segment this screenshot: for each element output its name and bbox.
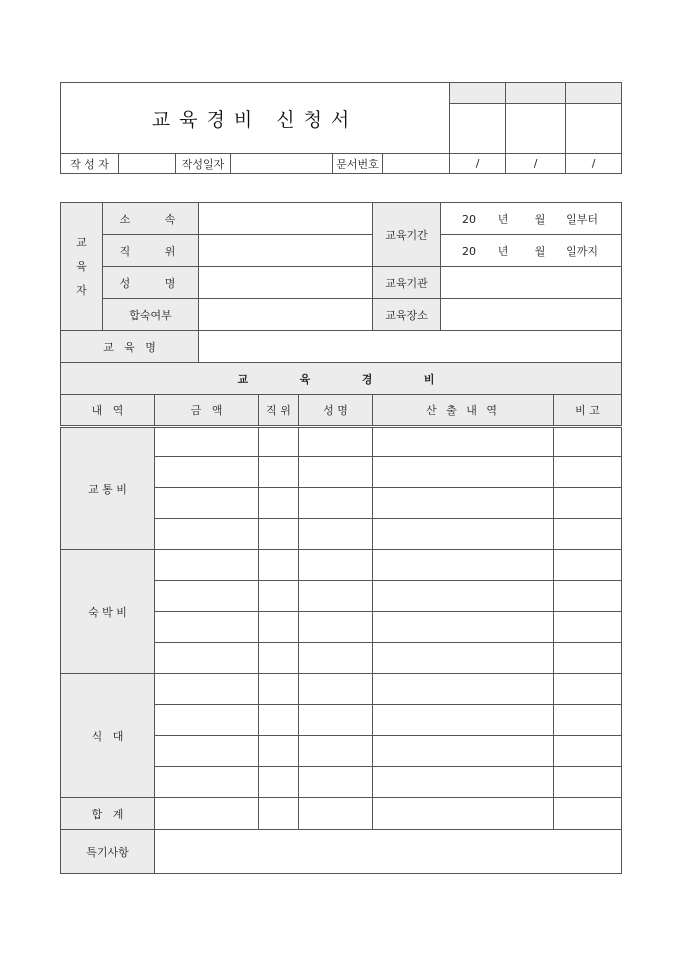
amount-cell[interactable] [155, 736, 259, 767]
approval-sign-1[interactable] [450, 104, 506, 154]
docno-label: 문서번호 [333, 154, 383, 174]
remarks-cell[interactable] [554, 488, 622, 519]
approval-header-3 [566, 83, 622, 104]
name-cell[interactable] [299, 519, 373, 550]
amount-cell[interactable] [155, 705, 259, 736]
document-title: 교육경비 신청서 [151, 108, 359, 131]
name-cell[interactable] [299, 612, 373, 643]
expenses-section-title: 교 육 경 비 [61, 363, 622, 395]
docno-field[interactable] [383, 154, 450, 174]
remarks-cell[interactable] [554, 427, 622, 457]
name-cell[interactable] [299, 674, 373, 705]
remarks-cell[interactable] [554, 519, 622, 550]
period-to[interactable] [441, 235, 622, 267]
name-cell[interactable] [299, 488, 373, 519]
author-field[interactable] [119, 154, 176, 174]
date-label: 작성일자 [176, 154, 231, 174]
calc-cell[interactable] [373, 736, 554, 767]
period-to-year: 20 [462, 244, 477, 258]
col-header-calc: 산 출 내 역 [373, 395, 554, 427]
amount-cell[interactable] [155, 519, 259, 550]
main-form-table [60, 202, 622, 874]
remarks-cell[interactable] [554, 767, 622, 798]
position-cell[interactable] [259, 767, 299, 798]
name-cell[interactable] [299, 427, 373, 457]
calc-cell[interactable] [373, 767, 554, 798]
period-label: 교육기간 [373, 203, 441, 267]
approval-sign-3[interactable] [566, 104, 622, 154]
approval-sign-2[interactable] [506, 104, 566, 154]
amount-cell[interactable] [155, 457, 259, 488]
col-header-remarks: 비 고 [554, 395, 622, 427]
amount-cell[interactable] [155, 767, 259, 798]
amount-cell[interactable] [155, 643, 259, 674]
remarks-cell[interactable] [554, 674, 622, 705]
amount-cell[interactable] [155, 550, 259, 581]
name-cell[interactable] [299, 767, 373, 798]
remarks-cell[interactable] [554, 581, 622, 612]
position-cell[interactable] [259, 674, 299, 705]
calc-cell[interactable] [373, 581, 554, 612]
applicant-group-char: 육 [76, 260, 87, 273]
category-lodging: 숙 박 비 [61, 550, 155, 674]
position-cell[interactable] [259, 643, 299, 674]
calc-cell[interactable] [373, 457, 554, 488]
total-position[interactable] [259, 798, 299, 830]
position-cell[interactable] [259, 705, 299, 736]
calc-cell[interactable] [373, 427, 554, 457]
approval-date-3[interactable]: / [566, 154, 622, 174]
position-cell[interactable] [259, 457, 299, 488]
total-calc[interactable] [373, 798, 554, 830]
remarks-cell[interactable] [554, 643, 622, 674]
approval-header-2 [506, 83, 566, 104]
calc-cell[interactable] [373, 705, 554, 736]
position-cell[interactable] [259, 581, 299, 612]
remarks-cell[interactable] [554, 736, 622, 767]
calc-cell[interactable] [373, 550, 554, 581]
col-header-amount: 금 액 [155, 395, 259, 427]
applicant-group-char: 자 [76, 284, 87, 297]
period-from[interactable] [441, 203, 622, 235]
remarks-label: 특기사항 [61, 830, 155, 874]
place-label: 교육장소 [373, 299, 441, 331]
calc-cell[interactable] [373, 612, 554, 643]
category-transport: 교 통 비 [61, 427, 155, 550]
calc-cell[interactable] [373, 519, 554, 550]
col-header-name: 성 명 [299, 395, 373, 427]
affiliation-label: 소 속 [103, 203, 199, 235]
name-cell[interactable] [299, 457, 373, 488]
name-cell[interactable] [299, 581, 373, 612]
name-cell[interactable] [299, 550, 373, 581]
position-cell[interactable] [259, 488, 299, 519]
calc-cell[interactable] [373, 488, 554, 519]
applicant-group-char: 교 [76, 236, 87, 249]
total-amount[interactable] [155, 798, 259, 830]
place-field[interactable] [441, 299, 622, 331]
remarks-cell[interactable] [554, 457, 622, 488]
remarks-cell[interactable] [554, 550, 622, 581]
name-cell[interactable] [299, 736, 373, 767]
approval-date-2[interactable]: / [506, 154, 566, 174]
amount-cell[interactable] [155, 488, 259, 519]
lodging-field[interactable] [199, 299, 373, 331]
total-label: 합 계 [61, 798, 155, 830]
name-cell[interactable] [299, 705, 373, 736]
affiliation-field[interactable] [199, 203, 373, 235]
position-label: 직 위 [103, 235, 199, 267]
position-cell[interactable] [259, 550, 299, 581]
category-meals: 식 대 [61, 674, 155, 798]
author-label: 작 성 자 [61, 154, 119, 174]
period-from-day-suffix: 일부터 [566, 212, 598, 226]
total-remarks[interactable] [554, 798, 622, 830]
lodging-label: 합숙여부 [103, 299, 199, 331]
header-table [60, 82, 622, 174]
amount-cell[interactable] [155, 674, 259, 705]
institution-field[interactable] [441, 267, 622, 299]
course-name-label: 교 육 명 [61, 331, 199, 363]
remarks-cell[interactable] [554, 612, 622, 643]
institution-label: 교육기관 [373, 267, 441, 299]
period-from-month-unit: 월 [534, 212, 546, 226]
date-field[interactable] [231, 154, 333, 174]
approval-header-1 [450, 83, 506, 104]
period-to-month-unit: 월 [534, 244, 546, 258]
period-to-year-unit: 년 [497, 244, 509, 258]
calc-cell[interactable] [373, 643, 554, 674]
name-field[interactable] [199, 267, 373, 299]
position-field[interactable] [199, 235, 373, 267]
course-name-field[interactable] [199, 331, 622, 363]
col-header-item: 내 역 [61, 395, 155, 427]
position-cell[interactable] [259, 612, 299, 643]
position-cell[interactable] [259, 736, 299, 767]
calc-cell[interactable] [373, 674, 554, 705]
position-cell[interactable] [259, 427, 299, 457]
total-name[interactable] [299, 798, 373, 830]
period-to-day-suffix: 일까지 [566, 244, 598, 258]
position-cell[interactable] [259, 519, 299, 550]
amount-cell[interactable] [155, 427, 259, 457]
name-cell[interactable] [299, 643, 373, 674]
period-from-year-unit: 년 [497, 212, 509, 226]
amount-cell[interactable] [155, 612, 259, 643]
period-from-year: 20 [462, 212, 477, 226]
title-cell [61, 83, 450, 154]
applicant-group-label [61, 203, 103, 331]
col-header-position: 직 위 [259, 395, 299, 427]
approval-date-1[interactable]: / [450, 154, 506, 174]
amount-cell[interactable] [155, 581, 259, 612]
remarks-field[interactable] [155, 830, 622, 874]
name-label: 성 명 [103, 267, 199, 299]
remarks-cell[interactable] [554, 705, 622, 736]
